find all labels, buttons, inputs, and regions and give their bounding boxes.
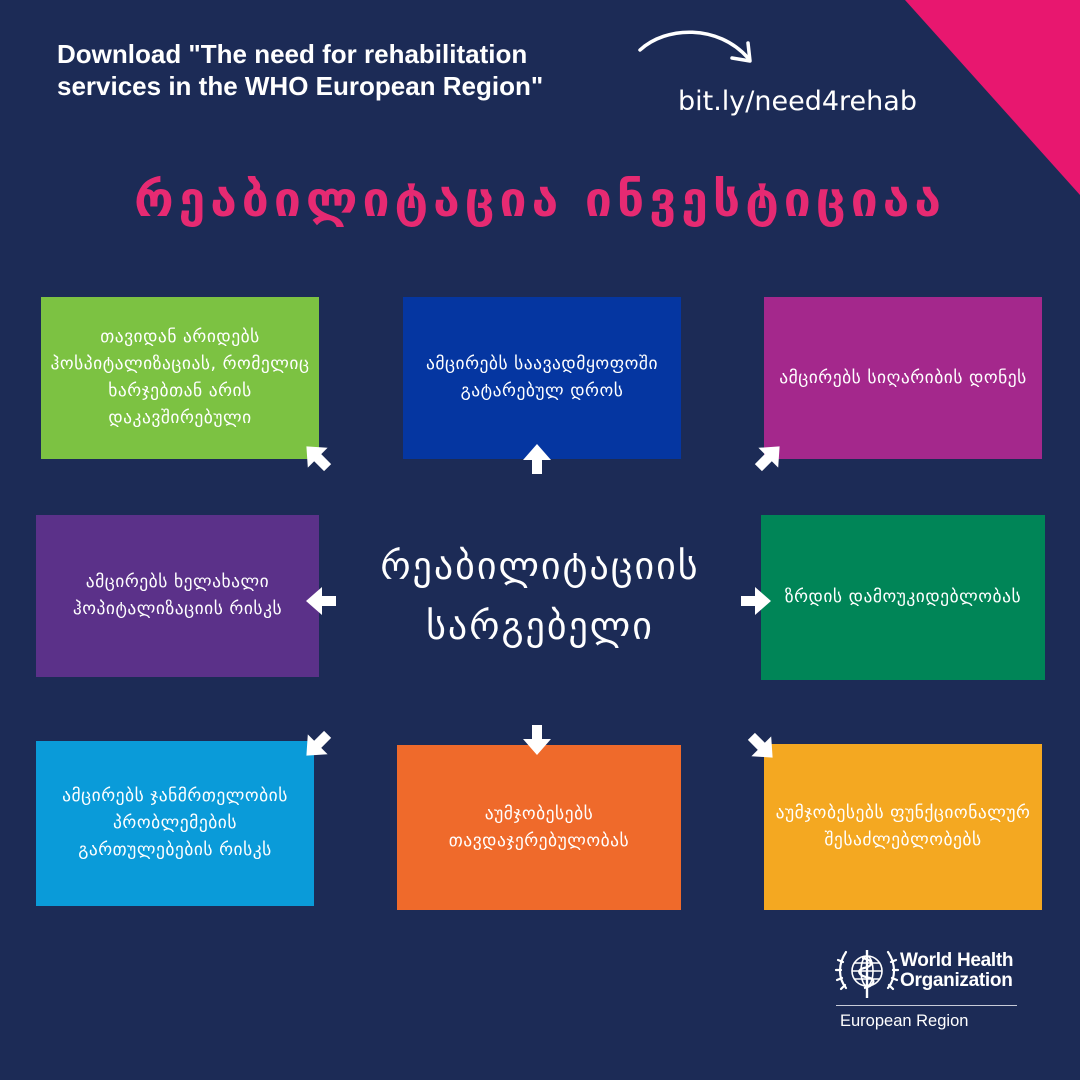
benefit-box-hospital-time [403, 297, 681, 459]
who-name: World Health Organization [900, 950, 1014, 991]
arrow-right-icon [739, 584, 773, 618]
corner-accent-triangle [905, 0, 1080, 195]
curved-arrow-icon [636, 22, 760, 72]
benefit-box-complications [36, 741, 314, 906]
who-region: European Region [840, 1012, 969, 1030]
logo-divider [836, 1005, 1017, 1006]
arrow-down-icon [520, 723, 554, 757]
benefit-box-rehospitalization [36, 515, 319, 677]
who-logo [834, 944, 1024, 1036]
benefit-box-confidence [397, 745, 681, 910]
arrow-up-icon [520, 442, 554, 476]
benefit-box-functional [764, 744, 1042, 910]
benefit-box-independence [761, 515, 1045, 680]
arrow-left-icon [304, 584, 338, 618]
benefit-text: ამცირებს საავადმყოფოში გატარებულ დროს [425, 354, 659, 401]
benefit-text: აუმჯობესებს თავდაჯერებულობას [448, 803, 630, 851]
benefit-box-avoid-hospitalization [41, 297, 319, 459]
benefit-text: თავიდან არიდებს ჰოსპიტალიზაციას, რომელიც ხარჯებთან არის დაკავშირებული [50, 327, 310, 428]
download-link[interactable]: bit.ly/need4rehab [678, 86, 917, 117]
center-title: რეაბილიტაციის სარგებელი [380, 544, 700, 648]
benefit-text: ზრდის დამოუკიდებლობას [784, 587, 1022, 607]
benefit-text: ამცირებს ხელახალი ჰოპიტალიზაციის რისკს [72, 572, 283, 619]
headline-title: რეაბილიტაცია ინვესტიციაა [134, 172, 946, 228]
benefit-text: აუმჯობესებს ფუნქციონალურ შესაძლებლობებს [775, 803, 1031, 850]
download-text: Download "The need for rehabilitation services in the WHO European Region" [57, 39, 544, 101]
who-emblem-icon [834, 944, 900, 1004]
benefit-text: ამცირებს სიღარიბის დონეს [779, 367, 1027, 388]
benefit-text: ამცირებს ჯანმრთელობის პრობლემების გართულებების რისკს [62, 786, 288, 860]
benefit-box-poverty [764, 297, 1042, 459]
